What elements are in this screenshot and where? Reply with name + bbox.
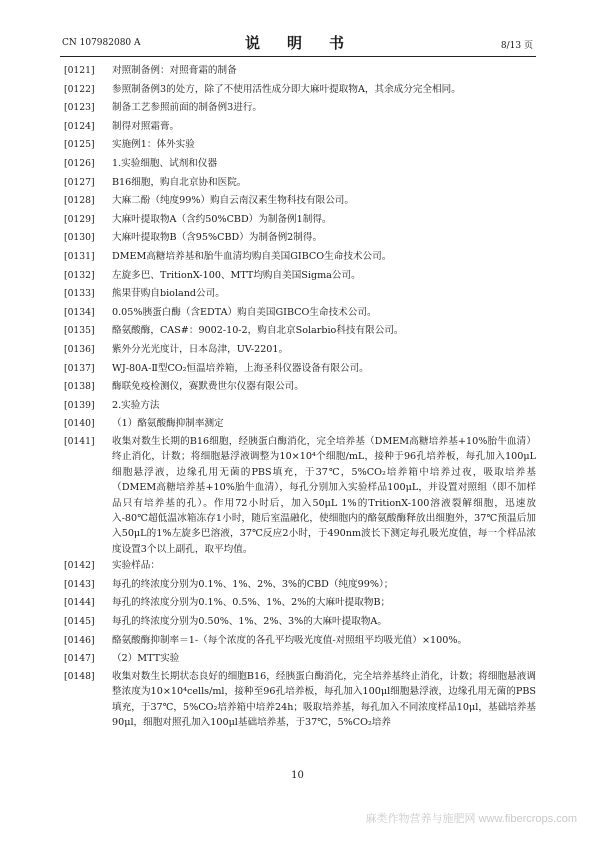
paragraph-number: [0128] [64, 195, 95, 207]
paragraph-text: 每孔的终浓度分别为0.1%、0.5%、1%、2%的大麻叶提取物B； [112, 597, 391, 609]
paragraph-number: [0121] [64, 65, 95, 76]
paragraph-text: WJ-80A-Ⅱ型CO₂恒温培养箱，上海圣科仪器设备有限公司。 [112, 362, 369, 374]
paragraph-text: 左旋多巴、TritionX-100、MTT均购自美国Sigma公司。 [112, 269, 361, 281]
paragraph-text: 0.05%胰蛋白酶（含EDTA）购自美国GIBCO生命技术公司。 [112, 306, 377, 318]
paragraph [64, 99, 536, 118]
paragraph-number: [0138] [64, 381, 95, 393]
paragraph-number: [0142] [64, 560, 95, 572]
patent-number: CN 107982080 A [62, 38, 141, 48]
paragraph-number: [0146] [64, 634, 95, 646]
paragraph [64, 192, 536, 211]
paragraph [64, 322, 536, 341]
document-title: 说 明 书 [244, 34, 350, 52]
paragraph [64, 155, 536, 174]
paragraph [64, 248, 536, 267]
paragraph-text: （2）MTT实验 [112, 653, 180, 665]
paragraph-text: 实施例1：体外实验 [112, 139, 195, 151]
paragraph-number: [0141] [64, 435, 95, 447]
paragraph [64, 613, 536, 632]
paragraph-number: [0140] [64, 418, 95, 430]
paragraph-text: 大麻叶提取物B（含95%CBD）为制备例2制得。 [112, 232, 323, 244]
paragraph [64, 576, 536, 595]
paragraph-number: [0125] [64, 139, 95, 151]
page-number: 10 [291, 770, 304, 781]
paragraph-number: [0144] [64, 597, 95, 609]
paragraph [64, 669, 536, 731]
paragraph [64, 415, 536, 434]
paragraph-text: 每孔的终浓度分别为0.1%、1%、2%、3%的CBD（纯度99%）； [112, 578, 394, 590]
paragraph-text: （1）酪氨酸酶抑制率测定 [112, 418, 224, 430]
paragraph [64, 360, 536, 379]
paragraph-number: [0123] [64, 102, 95, 114]
page-indicator: 8/13 页 [500, 41, 533, 51]
paragraph [64, 378, 536, 397]
paragraph-text: 参照制备例3的处方，除了不使用活性成分即大麻叶提取物A，其余成分完全相同。 [112, 83, 461, 95]
paragraph-text: 大麻二酚（纯度99%）购自云南汉素生物科技有限公司。 [112, 195, 354, 207]
paragraph-text: 紫外分光光度计，日本岛津，UV-2201。 [112, 343, 289, 355]
paragraph-text: 收集对数生长期的B16细胞，经胰蛋白酶消化，完全培养基（DMEM高糖培养基+10%胎牛血清）终止消化，计数；将细胞悬浮液调整为10×10⁴个细胞/mL，接种于96孔培养板，每孔加入100μL细胞悬浮液，边缘孔用无菌的PBS填充，于37℃，5%CO₂培养箱中培养过夜，吸取培养基（DMEM高糖培养基+10%胎牛血清），每孔分别加入实验样品100μL，并设置对照组（即不加样品只有培养基的孔）。作用72小时后，加入50μL 1%的TritionX-100溶液裂解细胞，迅速放入-80℃超低温冰箱冻存1小时，随后室温融化，使细胞内的酪氨酸酶释放出细胞外，37℃预温后加入50μL的1%左旋多巴溶液，37℃反应2小时，于490nm波长下测定每孔吸光度值，每一个样品浓度设置3个以上副孔，取平均值。 [112, 435, 536, 555]
paragraph-number: [0124] [64, 120, 95, 132]
paragraph-text: 制得对照霜膏。 [112, 120, 180, 132]
page-header [0, 30, 595, 54]
paragraph-text: 实验样品： [112, 560, 160, 572]
paragraph [64, 650, 536, 669]
paragraph-text: 大麻叶提取物A（含约50%CBD）为制备例1制得。 [112, 213, 332, 225]
paragraph-text: 熊果苷购自bioland公司。 [112, 288, 225, 300]
paragraph-number: [0139] [64, 399, 95, 411]
paragraph-number: [0143] [64, 578, 95, 590]
paragraph [64, 285, 536, 304]
paragraph [64, 62, 536, 81]
paragraph-number: [0137] [64, 362, 95, 374]
paragraph [64, 174, 536, 193]
paragraph-number: [0136] [64, 343, 95, 355]
paragraph [64, 341, 536, 360]
paragraph-text: 收集对数生长期状态良好的细胞B16，经胰蛋白酶消化，完全培养基终止消化，计数；将细胞悬液调整浓度为10×10⁴cells/ml，接种至96孔培养板，每孔加入100μl细胞悬浮液，边缘孔用无菌的PBS填充，于37℃，5%CO₂培养箱中培养24h；吸取培养基，每孔加入不同浓度样品10μl，基础培养基90μl，细胞对照孔加入100μl基础培养基，于37℃，5%CO₂培养 [112, 670, 536, 728]
paragraph [64, 304, 536, 323]
paragraph-number: [0132] [64, 269, 95, 281]
paragraph-number: [0131] [64, 250, 95, 262]
paragraph-text: 酪氨酸酶抑制率＝1-（每个浓度的各孔平均吸光度值-对照组平均吸光值）×100%。 [112, 634, 468, 646]
paragraph-number: [0133] [64, 288, 95, 300]
paragraph [64, 229, 536, 248]
paragraph-number: [0135] [64, 325, 95, 337]
paragraph-number: [0134] [64, 306, 95, 318]
paragraph [64, 118, 536, 137]
paragraph-number: [0129] [64, 213, 95, 225]
paragraph [64, 397, 536, 416]
paragraph-number: [0127] [64, 176, 95, 188]
paragraph [64, 434, 536, 557]
paragraph-text: 每孔的终浓度分别为0.50%、1%、2%、3%的大麻叶提取物A。 [112, 615, 387, 627]
paragraph [64, 632, 536, 651]
paragraph [64, 136, 536, 155]
paragraph [64, 557, 536, 576]
paragraph [64, 81, 536, 100]
paragraph-text: B16细胞，购自北京协和医院。 [112, 176, 247, 188]
paragraph-number: [0148] [64, 670, 95, 682]
paragraph [64, 267, 536, 286]
paragraph-number: [0145] [64, 615, 95, 627]
paragraph-number: [0147] [64, 653, 95, 665]
paragraph-text: 2.实验方法 [112, 399, 160, 411]
watermark: 麻类作物营养与施肥网 www.fibercrops.com [365, 813, 577, 825]
paragraph-text: 酶联免疫检测仪，赛默费世尔仪器有限公司。 [112, 381, 304, 393]
paragraph-number: [0126] [64, 157, 95, 169]
paragraph-number: [0122] [64, 83, 95, 95]
paragraph-text: 对照制备例：对照膏霜的制备 [112, 65, 237, 76]
paragraph-text: 1.实验细胞、试剂和仪器 [112, 157, 218, 169]
paragraph [64, 594, 536, 613]
paragraph-number: [0130] [64, 232, 95, 244]
paragraph-text: 酪氨酸酶，CAS#：9002-10-2，购自北京Solarbio科技有限公司。 [112, 325, 404, 337]
header-divider [60, 56, 536, 57]
document-body [64, 62, 536, 730]
paragraph-text: DMEM高糖培养基和胎牛血清均购自美国GIBCO生命技术公司。 [112, 250, 392, 262]
paragraph-text: 制备工艺参照前面的制备例3进行。 [112, 102, 263, 114]
paragraph [64, 211, 536, 230]
